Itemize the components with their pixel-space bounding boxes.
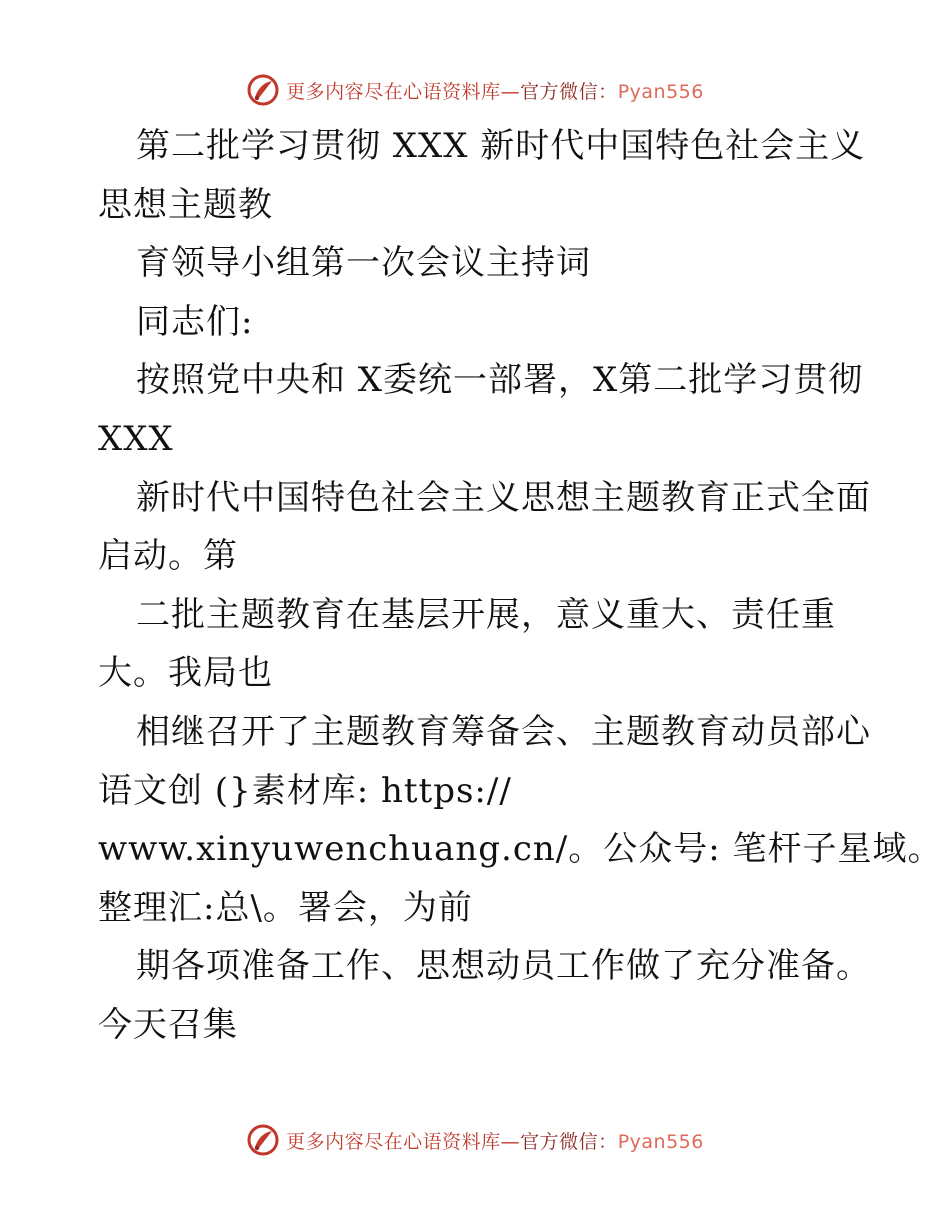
body-line: 今天召集 (98, 1004, 238, 1045)
body-line: 相继召开了主题教育筹备会、主题教育动员部心 (136, 711, 871, 752)
body-line: XXX (98, 418, 174, 459)
footer-watermark-banner (0, 1120, 950, 1160)
footer-banner-text: 更多内容尽在心语资料库—官方微信：Pyan556 (286, 1130, 704, 1153)
header-banner-text: 更多内容尽在心语资料库—官方微信：Pyan556 (286, 80, 704, 103)
brush-logo-icon (246, 73, 280, 107)
body-line: 启动。第 (98, 536, 238, 577)
body-line: 思想主题教 (98, 184, 273, 225)
body-line: 语文创 (}素材库: https:// (98, 770, 512, 811)
header-watermark-banner (0, 70, 950, 110)
brush-logo-icon (246, 1123, 280, 1157)
body-line: 大。我局也 (98, 653, 273, 694)
body-line: 期各项准备工作、思想动员工作做了充分准备。 (136, 946, 871, 987)
body-line: 二批主题教育在基层开展，意义重大、责任重 (136, 594, 836, 635)
body-line: 整理汇:总\。署会，为前 (98, 887, 473, 928)
body-line: 同志们: (136, 301, 254, 342)
body-line: 第二批学习贯彻 XXX 新时代中国特色社会主义 (136, 126, 866, 166)
body-line: 新时代中国特色社会主义思想主题教育正式全面 (136, 477, 871, 518)
body-line: 按照党中央和 X委统一部署，X第二批学习贯彻 (136, 360, 864, 401)
body-line: 育领导小组第一次会议主持词 (136, 243, 591, 284)
document-body (98, 117, 943, 1055)
body-line: www.xinyuwenchuang.cn/。公众号: 笔杆子星域。 (98, 829, 943, 870)
